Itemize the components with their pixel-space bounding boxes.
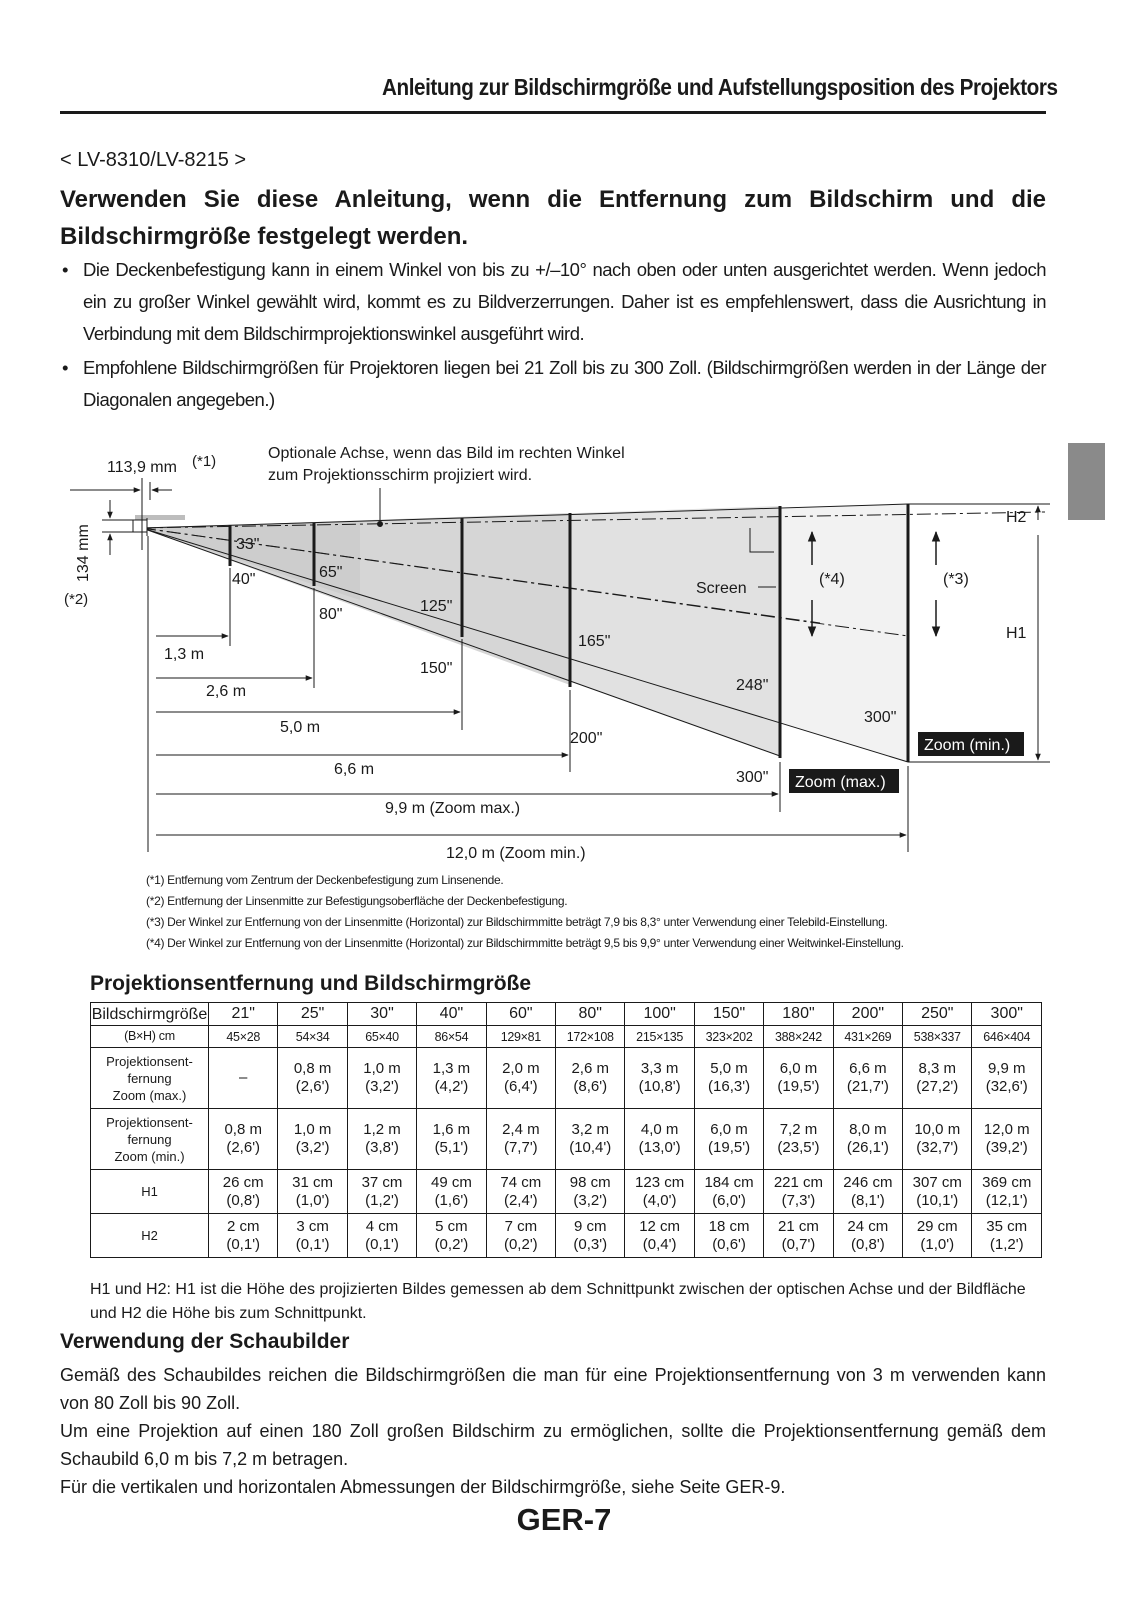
cell-metric: 2,6 m	[571, 1060, 609, 1077]
cell-metric: 10,0 m	[914, 1121, 961, 1138]
cell-imperial: (1,0')	[920, 1235, 955, 1253]
table-cell	[833, 1048, 902, 1109]
cell-metric: –	[239, 1069, 248, 1086]
projector-icon	[133, 520, 147, 532]
table-cell: 300"	[972, 1003, 1042, 1026]
table-cell	[417, 1170, 486, 1214]
note4-label: (*4)	[819, 571, 845, 588]
cell-imperial: (32,7')	[916, 1139, 959, 1156]
row-distance-zoom-min	[91, 1109, 1042, 1170]
cell-imperial: (3,2')	[365, 1078, 399, 1095]
table-cell: 65×40	[347, 1026, 416, 1048]
cell-metric: 0,8 m	[224, 1121, 262, 1138]
table-cell	[556, 1048, 625, 1109]
cell-metric: 18 cm	[708, 1217, 750, 1235]
cell-metric: 3,3 m	[640, 1060, 679, 1077]
zoom-max-label: Zoom (max.)	[795, 774, 886, 791]
bullet-item	[60, 352, 1046, 416]
table-cell	[486, 1048, 555, 1109]
table-cell	[903, 1170, 972, 1214]
usage-section-title: Verwendung der Schaubilder	[60, 1330, 350, 1353]
table-cell	[903, 1048, 972, 1109]
cell-metric: 2,4 m	[502, 1121, 540, 1138]
projection-table	[90, 1002, 1042, 1258]
h2-label: H2	[1006, 509, 1027, 526]
table-cell	[833, 1170, 902, 1214]
cell-imperial: (1,2')	[989, 1235, 1024, 1253]
size-label: 200"	[570, 730, 603, 747]
bullet-dot: •	[62, 357, 68, 378]
screen-label: Screen	[696, 580, 747, 597]
cell-metric: 123 cm	[635, 1173, 685, 1191]
cell-metric: 7 cm	[504, 1217, 538, 1235]
table-cell	[278, 1109, 347, 1170]
size-label: 165"	[578, 633, 611, 650]
height-label: 134 mm	[75, 524, 92, 582]
table-cell	[833, 1109, 902, 1170]
cell-imperial: (19,5')	[777, 1078, 820, 1095]
bullet-text: Die Deckenbefestigung kann in einem Winkel von bis zu +/–10° nach oben oder unten ausgerichtet werden. Wenn jedoch ein zu großer Winkel gewählt wird, kommt es zu Bildverzerrungen. Daher ist es empfehlenswert, dass die Ausrichtung in Verbindung mit dem Bildschirmprojektionswinkel ausgeführt wird.	[83, 259, 1046, 344]
row-screen-size	[91, 1003, 1042, 1026]
distance-label: 12,0 m (Zoom min.)	[446, 845, 586, 862]
cell-metric: 5 cm	[435, 1217, 468, 1235]
cell-metric: 6,6 m	[849, 1060, 887, 1077]
cell-imperial: (19,5')	[708, 1139, 751, 1156]
cell-metric: 7,2 m	[779, 1121, 818, 1138]
h1-label: H1	[1006, 625, 1027, 642]
cell-metric: 8,3 m	[918, 1060, 957, 1077]
cell-imperial: (21,7')	[846, 1078, 889, 1095]
page-number: GER-7	[516, 1502, 612, 1537]
row-h1	[91, 1170, 1042, 1214]
table-cell	[972, 1109, 1042, 1170]
cell-imperial: (5,1')	[434, 1139, 469, 1156]
table-cell	[625, 1109, 694, 1170]
footnote: (*3) Der Winkel zur Entfernung von der Linsenmitte (Horizontal) zur Bildschirmmitte beträgt 7,9 bis 8,3° unter Verwendung einer Telebild-Einstellung.	[146, 915, 888, 929]
table-cell	[556, 1109, 625, 1170]
cell-imperial: (27,2')	[916, 1078, 959, 1095]
row-distance-zoom-max	[91, 1048, 1042, 1109]
table-cell: 388×242	[764, 1026, 833, 1048]
cell-imperial: (0,1')	[295, 1235, 330, 1253]
diagram-footnotes	[146, 870, 904, 954]
table-cell	[903, 1109, 972, 1170]
cell-imperial: (8,1')	[851, 1191, 885, 1209]
bullet-item	[60, 254, 1046, 350]
table-cell	[209, 1109, 278, 1170]
table-cell	[278, 1170, 347, 1214]
table-cell	[209, 1170, 278, 1214]
table-cell	[417, 1109, 486, 1170]
size-label: 300"	[736, 769, 769, 786]
table-cell	[972, 1048, 1042, 1109]
table-cell: 250"	[903, 1003, 972, 1026]
table-cell	[347, 1214, 416, 1258]
cell-metric: 31 cm	[292, 1173, 334, 1191]
cell-imperial: (0,8')	[226, 1191, 261, 1209]
header-rule	[60, 111, 1046, 114]
paragraph: Um eine Projektion auf einen 180 Zoll großen Bildschirm zu ermöglichen, sollte die Projektionsentfernung gemäß dem Schaubild 6,0 m bis 7,2 m betragen.	[60, 1421, 1046, 1469]
cell-metric: 3,2 m	[571, 1121, 609, 1138]
table-cell: 200"	[833, 1003, 902, 1026]
cell-metric: 0,8 m	[293, 1060, 332, 1077]
cell-imperial: (39,2')	[985, 1139, 1028, 1156]
cell-imperial: (0,1')	[365, 1235, 399, 1253]
table-cell	[209, 1048, 278, 1109]
table-cell: 45×28	[209, 1026, 278, 1048]
cell-imperial: (4,2')	[434, 1078, 469, 1095]
cell-imperial: (3,2')	[573, 1191, 608, 1209]
cell-metric: 1,2 m	[363, 1121, 401, 1138]
cell-imperial: (8,6')	[573, 1078, 608, 1095]
cell-imperial: (2,6')	[226, 1139, 261, 1156]
cell-imperial: (7,3')	[781, 1191, 816, 1209]
cell-imperial: (10,4')	[569, 1139, 612, 1156]
distance-label: 1,3 m	[164, 646, 205, 663]
table-cell	[903, 1214, 972, 1258]
table-cell	[833, 1214, 902, 1258]
table-cell	[694, 1109, 763, 1170]
cell-metric: 26 cm	[222, 1173, 264, 1191]
cell-metric: 29 cm	[916, 1217, 958, 1235]
size-label: 33"	[236, 536, 260, 553]
table-cell: 60"	[486, 1003, 555, 1026]
table-cell	[972, 1170, 1042, 1214]
table-cell	[347, 1048, 416, 1109]
size-label: 150"	[420, 660, 453, 677]
size-label: 300"	[864, 709, 897, 726]
row-h2	[91, 1214, 1042, 1258]
cell-imperial: (0,7')	[781, 1235, 816, 1253]
intro-bullet-list	[60, 254, 1046, 418]
cell-imperial: (1,2')	[365, 1191, 399, 1209]
table-cell	[347, 1109, 416, 1170]
paragraph: Gemäß des Schaubildes reichen die Bildschirmgrößen die man für eine Projektionsentfernung von 3 m verwenden kann von 80 Zoll bis 90 Zoll.	[60, 1365, 1046, 1413]
table-cell: 100"	[625, 1003, 694, 1026]
table-cell: 538×337	[903, 1026, 972, 1048]
table-cell: 54×34	[278, 1026, 347, 1048]
table-cell: 431×269	[833, 1026, 902, 1048]
usage-paragraphs	[60, 1361, 1046, 1501]
cell-metric: 221 cm	[773, 1173, 824, 1191]
cell-metric: 9 cm	[573, 1217, 607, 1235]
zoom-min-label: Zoom (min.)	[924, 737, 1011, 754]
footnote: (*2) Entfernung der Linsenmitte zur Befestigungsoberfläche der Deckenbefestigung.	[146, 894, 568, 908]
table-cell	[417, 1048, 486, 1109]
size-label: 248"	[736, 677, 769, 694]
cell-imperial: (0,2')	[434, 1235, 469, 1253]
cell-metric: 2 cm	[226, 1217, 260, 1235]
table-cell: 172×108	[556, 1026, 625, 1048]
cell-imperial: (0,8')	[851, 1235, 885, 1253]
cell-metric: 246 cm	[843, 1173, 893, 1191]
table-cell: 646×404	[972, 1026, 1042, 1048]
size-label: 40"	[232, 571, 256, 588]
table-cell	[625, 1214, 694, 1258]
model-label: < LV-8310/LV-8215 >	[60, 149, 247, 171]
table-cell	[347, 1170, 416, 1214]
distance-label: 2,6 m	[206, 683, 247, 700]
cell-metric: 2,0 m	[502, 1060, 540, 1077]
distance-label: 5,0 m	[280, 719, 321, 736]
page-header-title: Anleitung zur Bildschirmgröße und Aufstellungsposition des Projektors	[382, 74, 1058, 100]
cell-imperial: (0,4')	[642, 1235, 677, 1253]
cell-imperial: (4,0')	[642, 1191, 677, 1209]
table-cell	[694, 1048, 763, 1109]
table-cell: 86×54	[417, 1026, 486, 1048]
cell-metric: 3 cm	[296, 1217, 329, 1235]
row-head: Bildschirmgröße	[91, 1003, 209, 1026]
cell-imperial: (6,0')	[712, 1191, 746, 1209]
table-note: H1 und H2: H1 ist die Höhe des projizierten Bildes gemessen ab dem Schnittpunkt zwischen der optischen Achse und der Bildfläche und H2 die Höhe bis zum Schnittpunkt.	[90, 1281, 1026, 1322]
cell-imperial: (10,1')	[916, 1191, 959, 1209]
table-cell	[625, 1170, 694, 1214]
table-cell: 25"	[278, 1003, 347, 1026]
cell-metric: 1,6 m	[432, 1121, 471, 1138]
height-note: (*2)	[64, 591, 89, 608]
table-cell: 80"	[556, 1003, 625, 1026]
chapter-side-tab	[1068, 443, 1105, 520]
table-cell	[972, 1214, 1042, 1258]
table-cell: 150"	[694, 1003, 763, 1026]
offset-label: 113,9 mm	[107, 459, 177, 476]
cell-imperial: (32,6')	[985, 1078, 1028, 1095]
cell-metric: 6,0 m	[779, 1060, 818, 1077]
row-head: H1	[91, 1170, 209, 1214]
table-cell	[764, 1214, 833, 1258]
cell-imperial: (7,7')	[503, 1139, 538, 1156]
cell-metric: 24 cm	[847, 1217, 889, 1235]
cell-metric: 5,0 m	[710, 1060, 748, 1077]
table-cell	[764, 1048, 833, 1109]
bullet-dot: •	[62, 259, 68, 280]
size-label: 125"	[420, 598, 453, 615]
table-cell	[764, 1109, 833, 1170]
cell-metric: 98 cm	[569, 1173, 611, 1191]
offset-note: (*1)	[192, 453, 217, 470]
axis-note-line2: zum Projektionsschirm projiziert wird.	[268, 467, 533, 484]
paragraph: Für die vertikalen und horizontalen Abmessungen der Bildschirmgröße, siehe Seite GER-9.	[60, 1477, 786, 1497]
cell-imperial: (13,0')	[638, 1139, 681, 1156]
cell-imperial: (0,2')	[503, 1235, 538, 1253]
size-label: 80"	[319, 606, 343, 623]
cell-imperial: (1,0')	[295, 1191, 330, 1209]
cell-imperial: (6,4')	[503, 1078, 538, 1095]
cell-metric: 6,0 m	[710, 1121, 748, 1138]
table-cell	[417, 1214, 486, 1258]
footnote: (*4) Der Winkel zur Entfernung von der Linsenmitte (Horizontal) zur Bildschirmmitte beträgt 9,5 bis 9,9° unter Verwendung einer Weitwinkel-Einstellung.	[146, 936, 904, 950]
table-cell	[209, 1214, 278, 1258]
table-cell: 30"	[347, 1003, 416, 1026]
cell-imperial: (0,6')	[712, 1235, 746, 1253]
cell-imperial: (12,1')	[985, 1191, 1028, 1209]
row-head: Projektionsent- fernung Zoom (max.)	[91, 1048, 209, 1109]
table-cell	[764, 1170, 833, 1214]
table-cell: 180"	[764, 1003, 833, 1026]
row-head: Projektionsent- fernung Zoom (min.)	[91, 1109, 209, 1170]
section-headline: Verwenden Sie diese Anleitung, wenn die Entfernung zum Bildschirm und die Bildschirmgröße festgelegt werden.	[60, 186, 1046, 250]
cell-imperial: (2,4')	[503, 1191, 538, 1209]
row-dimensions	[91, 1026, 1042, 1048]
projection-diagram	[60, 440, 1060, 870]
table-cell	[486, 1109, 555, 1170]
cell-imperial: (0,3')	[573, 1235, 608, 1253]
cell-imperial: (26,1')	[846, 1139, 889, 1156]
note3-label: (*3)	[943, 571, 969, 588]
cell-metric: 307 cm	[912, 1173, 962, 1191]
cell-metric: 12,0 m	[983, 1121, 1030, 1138]
cell-metric: 12 cm	[639, 1217, 681, 1235]
cell-metric: 369 cm	[982, 1173, 1032, 1191]
table-cell: 215×135	[625, 1026, 694, 1048]
cell-metric: 9,9 m	[987, 1060, 1026, 1077]
table-cell	[556, 1170, 625, 1214]
cell-metric: 1,3 m	[432, 1060, 471, 1077]
cell-metric: 4 cm	[365, 1217, 399, 1235]
row-head: H2	[91, 1214, 209, 1258]
cell-metric: 184 cm	[704, 1173, 754, 1191]
cell-imperial: (10,8')	[638, 1078, 681, 1095]
table-cell	[486, 1214, 555, 1258]
cell-metric: 35 cm	[986, 1217, 1028, 1235]
table-cell	[556, 1214, 625, 1258]
cell-imperial: (16,3')	[708, 1078, 751, 1095]
cell-imperial: (2,6')	[295, 1078, 330, 1095]
cell-imperial: (0,1')	[226, 1235, 261, 1253]
table-cell: 21"	[209, 1003, 278, 1026]
bullet-text: Empfohlene Bildschirmgrößen für Projektoren liegen bei 21 Zoll bis zu 300 Zoll. (Bildschirmgrößen werden in der Länge der Diagonalen angegeben.)	[83, 357, 1046, 410]
row-head: (B×H) cm	[91, 1026, 209, 1048]
axis-note-line1: Optionale Achse, wenn das Bild im rechten Winkel	[268, 445, 625, 462]
distance-label: 6,6 m	[334, 761, 375, 778]
cell-metric: 74 cm	[500, 1173, 542, 1191]
cell-metric: 1,0 m	[293, 1121, 332, 1138]
size-label: 65"	[319, 564, 343, 581]
table-cell: 40"	[417, 1003, 486, 1026]
footnote: (*1) Entfernung vom Zentrum der Deckenbefestigung zum Linsenende.	[146, 873, 504, 887]
cell-imperial: (1,6')	[434, 1191, 469, 1209]
cell-metric: 49 cm	[430, 1173, 472, 1191]
cell-imperial: (23,5')	[777, 1139, 820, 1156]
table-cell: 323×202	[694, 1026, 763, 1048]
table-cell	[694, 1170, 763, 1214]
table-cell: 129×81	[486, 1026, 555, 1048]
cell-imperial: (3,8')	[365, 1139, 399, 1156]
table-title: Projektionsentfernung und Bildschirmgröße	[90, 972, 532, 995]
distance-label: 9,9 m (Zoom max.)	[385, 800, 521, 817]
table-cell	[694, 1214, 763, 1258]
cell-imperial: (3,2')	[295, 1139, 330, 1156]
cell-metric: 8,0 m	[849, 1121, 887, 1138]
table-cell	[278, 1214, 347, 1258]
table-cell	[278, 1048, 347, 1109]
cell-metric: 4,0 m	[640, 1121, 679, 1138]
cell-metric: 21 cm	[778, 1217, 819, 1235]
cell-metric: 1,0 m	[363, 1060, 401, 1077]
cell-metric: 37 cm	[361, 1173, 403, 1191]
table-cell	[625, 1048, 694, 1109]
table-cell	[486, 1170, 555, 1214]
